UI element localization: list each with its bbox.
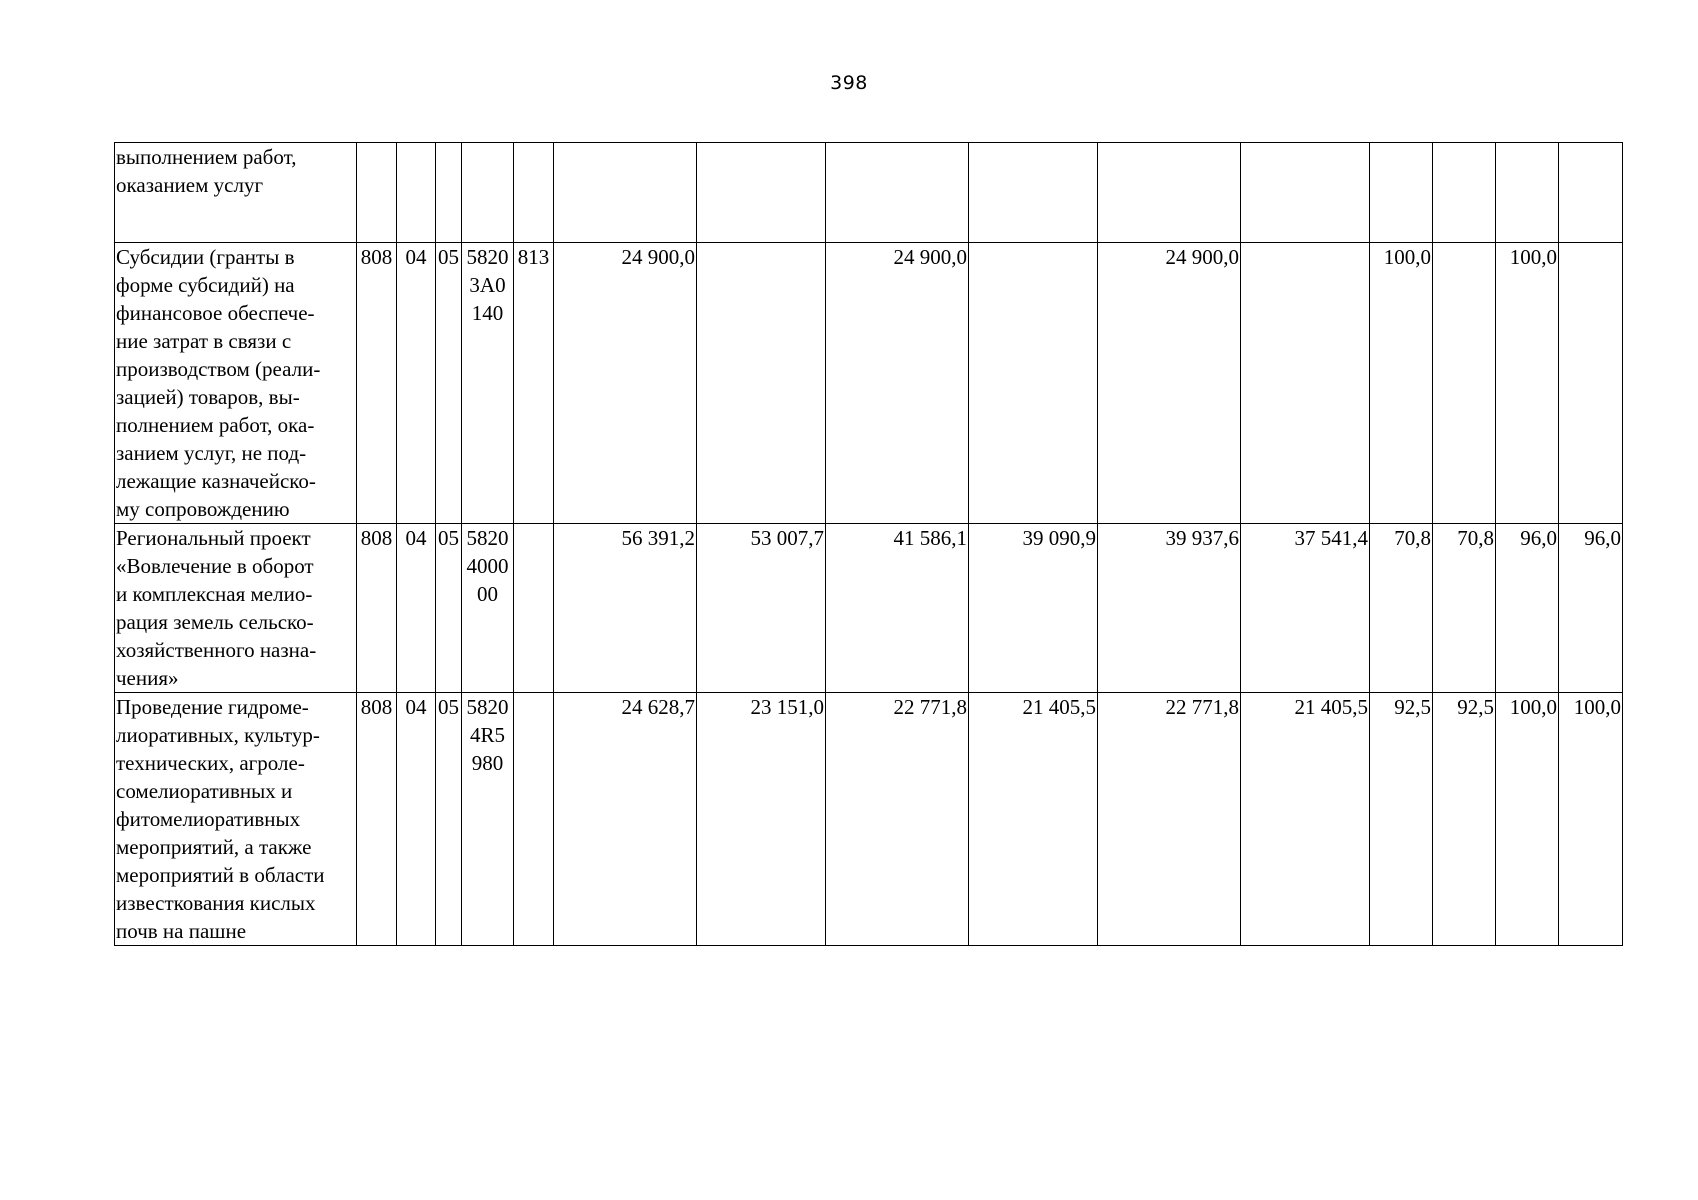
code-vr (514, 693, 554, 946)
value-cell: 39 090,9 (969, 524, 1098, 693)
value-cell: 21 405,5 (1241, 693, 1370, 946)
row-name-line: форме субсидий) на (116, 273, 295, 297)
code-csr-line: 5820 (466, 245, 509, 269)
row-name-line: Проведение гидроме- (116, 695, 309, 719)
row-name-line: фитомелиоративных (116, 807, 301, 831)
row-name (115, 143, 357, 243)
code-csr-line: 4R5 (469, 723, 505, 747)
code-csr-line: 4000 (466, 554, 509, 578)
code-csr (462, 143, 514, 243)
row-name-line: выполнением работ, (116, 145, 297, 169)
code-csr-line: 5820 (466, 695, 509, 719)
value-cell (969, 143, 1098, 243)
code-csr (462, 693, 514, 946)
budget-table (114, 142, 1623, 946)
row-name-line: лиоративных, культур- (116, 723, 320, 747)
row-name-line: сомелиоративных и (116, 779, 293, 803)
code-csr-line: 980 (471, 751, 504, 775)
value-cell: 100,0 (1370, 243, 1433, 524)
row-name-line: Субсидии (гранты в (116, 245, 295, 269)
code-rz: 04 (397, 693, 436, 946)
value-cell: 56 391,2 (554, 524, 697, 693)
row-name-line: ние затрат в связи с (116, 329, 292, 353)
value-cell: 96,0 (1559, 524, 1623, 693)
value-cell: 22 771,8 (826, 693, 969, 946)
code-csr-line: 140 (471, 301, 504, 325)
value-cell: 24 900,0 (826, 243, 969, 524)
row-name-line: финансовое обеспече- (116, 301, 315, 325)
row-name-line: мероприятий в области (116, 863, 325, 887)
table-row (115, 243, 1623, 524)
row-name-line: лежащие казначейско- (116, 469, 316, 493)
value-cell (1433, 243, 1496, 524)
code-rz: 04 (397, 243, 436, 524)
row-name-line: занием услуг, не под- (116, 441, 307, 465)
value-cell: 24 900,0 (1098, 243, 1241, 524)
value-cell: 53 007,7 (697, 524, 826, 693)
code-gr (357, 143, 397, 243)
row-name-line: производством (реали- (116, 357, 321, 381)
value-cell: 100,0 (1496, 693, 1559, 946)
value-cell (697, 243, 826, 524)
value-cell (1433, 143, 1496, 243)
value-cell (554, 143, 697, 243)
row-name-line: технических, агроле- (116, 751, 305, 775)
code-gr: 808 (357, 243, 397, 524)
row-name-line: мероприятий, а также (116, 835, 312, 859)
row-name (115, 524, 357, 693)
code-rz (397, 143, 436, 243)
value-cell: 100,0 (1496, 243, 1559, 524)
value-cell: 22 771,8 (1098, 693, 1241, 946)
row-name-line: Региональный проект (116, 526, 311, 550)
code-gr: 808 (357, 524, 397, 693)
page-number: 398 (830, 72, 868, 94)
row-name (115, 693, 357, 946)
value-cell: 96,0 (1496, 524, 1559, 693)
code-csr-line: 3А0 (469, 273, 506, 297)
row-name-line: оказанием услуг (116, 173, 264, 197)
row-name-line: «Вовлечение в оборот (116, 554, 314, 578)
code-pr: 05 (436, 524, 462, 693)
value-cell: 24 900,0 (554, 243, 697, 524)
value-cell (1098, 143, 1241, 243)
code-csr-line: 5820 (466, 526, 509, 550)
code-csr (462, 243, 514, 524)
value-cell: 37 541,4 (1241, 524, 1370, 693)
table-row (115, 693, 1623, 946)
value-cell (1241, 243, 1370, 524)
value-cell: 70,8 (1433, 524, 1496, 693)
value-cell: 23 151,0 (697, 693, 826, 946)
table-row (115, 143, 1623, 243)
row-name-line: му сопровождению (116, 497, 290, 521)
code-gr: 808 (357, 693, 397, 946)
value-cell: 92,5 (1370, 693, 1433, 946)
value-cell (826, 143, 969, 243)
code-pr: 05 (436, 693, 462, 946)
table-row (115, 524, 1623, 693)
value-cell: 70,8 (1370, 524, 1433, 693)
value-cell (1559, 243, 1623, 524)
value-cell: 100,0 (1559, 693, 1623, 946)
row-name-line: чения» (116, 666, 179, 690)
row-name-line: хозяйственного назна- (116, 638, 317, 662)
value-cell (697, 143, 826, 243)
value-cell (1496, 143, 1559, 243)
row-name-line: известкования кислых (116, 891, 316, 915)
code-rz: 04 (397, 524, 436, 693)
code-pr: 05 (436, 243, 462, 524)
row-name-line: зацией) товаров, вы- (116, 385, 300, 409)
value-cell (1370, 143, 1433, 243)
value-cell (969, 243, 1098, 524)
value-cell: 24 628,7 (554, 693, 697, 946)
code-csr-line: 00 (477, 582, 498, 606)
value-cell (1559, 143, 1623, 243)
value-cell: 21 405,5 (969, 693, 1098, 946)
code-pr (436, 143, 462, 243)
code-csr (462, 524, 514, 693)
value-cell: 39 937,6 (1098, 524, 1241, 693)
row-name (115, 243, 357, 524)
value-cell: 92,5 (1433, 693, 1496, 946)
code-vr: 813 (514, 243, 554, 524)
row-name-line: рация земель сельско- (116, 610, 314, 634)
value-cell (1241, 143, 1370, 243)
row-name-line: и комплексная мелио- (116, 582, 313, 606)
row-name-line: почв на пашне (116, 919, 247, 943)
code-vr (514, 143, 554, 243)
code-vr (514, 524, 554, 693)
value-cell: 41 586,1 (826, 524, 969, 693)
row-name-line: полнением работ, ока- (116, 413, 315, 437)
